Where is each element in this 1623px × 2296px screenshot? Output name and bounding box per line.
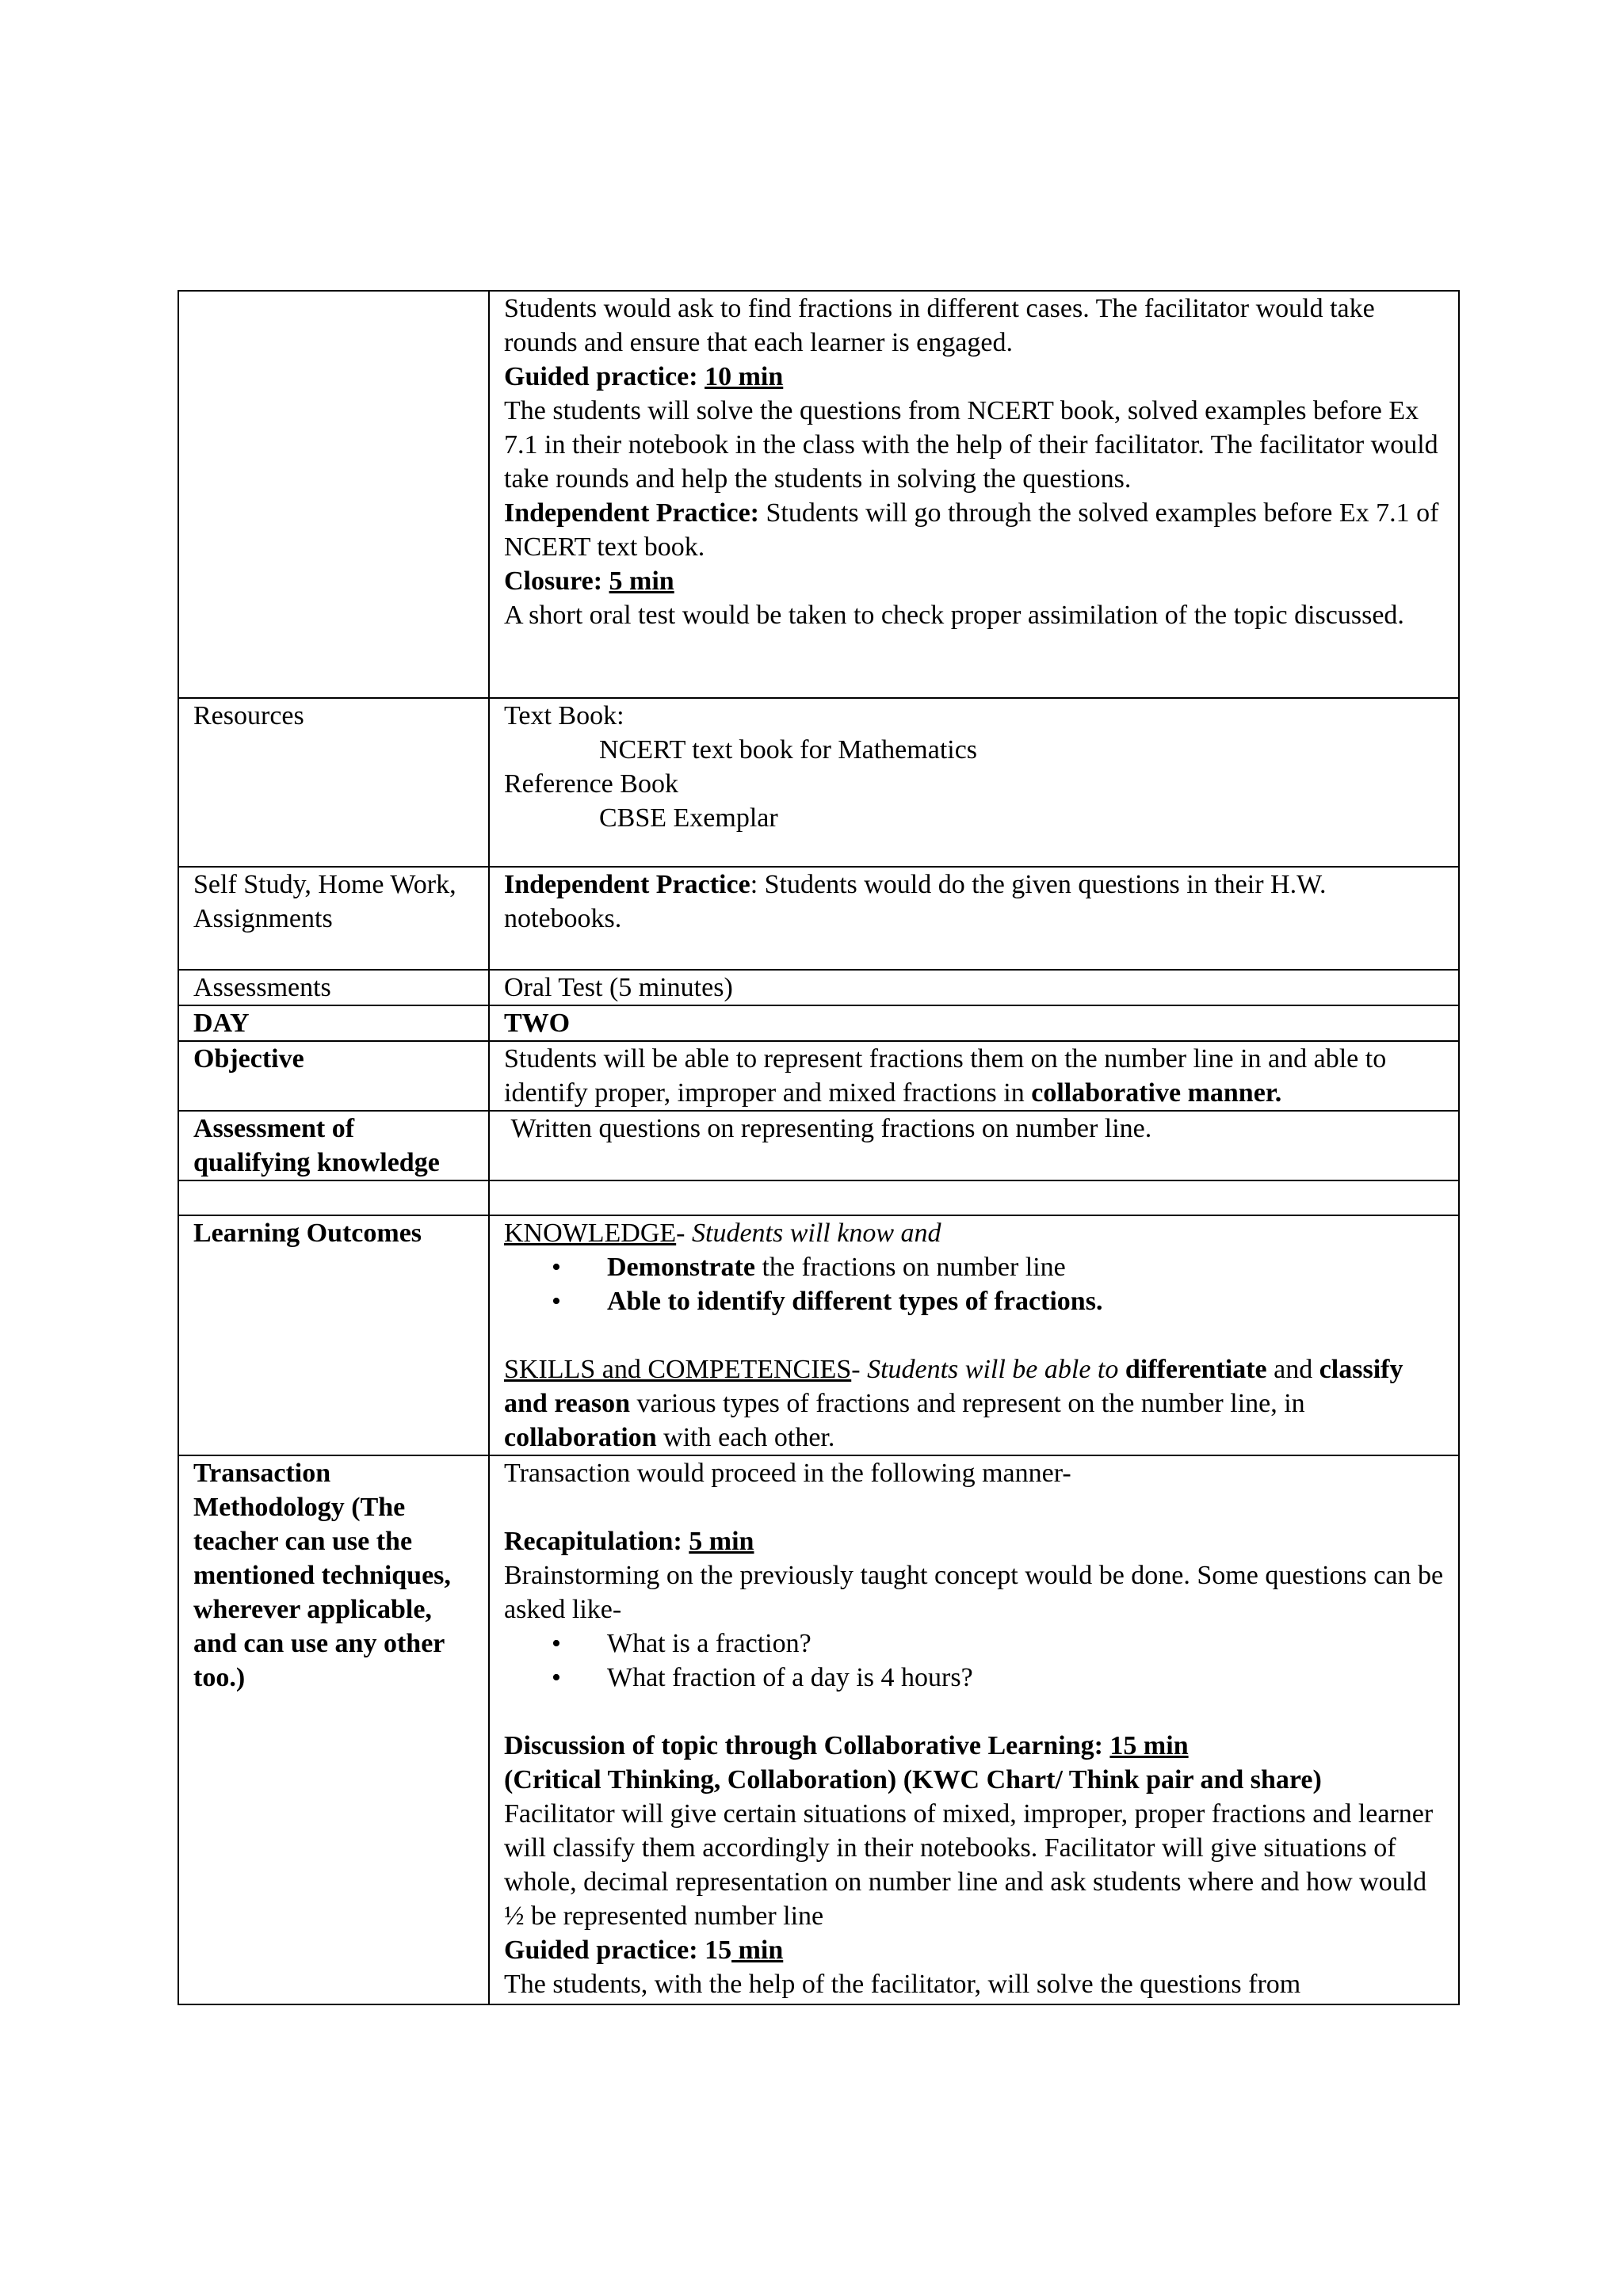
guided-time: 10 min	[705, 362, 784, 391]
skills-b1: differentiate	[1125, 1355, 1267, 1384]
discussion-sub: (Critical Thinking, Collaboration) (KWC Chart/ Think pair and share)	[504, 1765, 1322, 1794]
skills-t1: and	[1266, 1355, 1319, 1384]
knowledge-italic: Students will know and	[692, 1219, 941, 1248]
intro-text: Students would ask to find fractions in different cases. The facilitator would take rounds and ensure that each learner is engaged.	[504, 294, 1375, 357]
list-item	[504, 1661, 1445, 1695]
transaction-intro: Transaction would proceed in the following manner-	[504, 1459, 1071, 1488]
table-row	[178, 291, 1459, 698]
bullet-icon: •	[552, 1253, 561, 1282]
table-row	[178, 698, 1459, 867]
empty-cell	[178, 1180, 489, 1215]
table-row	[178, 1180, 1459, 1215]
outcomes-content	[489, 1215, 1459, 1455]
objective-bold: collaborative manner.	[1031, 1078, 1282, 1108]
discussion-time: 15 min	[1109, 1731, 1189, 1760]
bullet-icon: •	[552, 1663, 561, 1692]
transaction-label: Transaction Methodology (The teacher can use the mentioned techniques, wherever applicable, and can use any other too.)	[178, 1455, 489, 2004]
bullet-icon: •	[552, 1629, 561, 1658]
table-row	[178, 1215, 1459, 1455]
recap-text: Brainstorming on the previously taught concept would be done. Some questions can be asked like-	[504, 1561, 1444, 1624]
skills-italic: Students will be able to	[867, 1355, 1125, 1384]
empty-cell	[489, 1180, 1459, 1215]
outcomes-label: Learning Outcomes	[178, 1215, 489, 1455]
guided2-time: min	[731, 1936, 784, 1965]
closure-label: Closure:	[504, 566, 609, 596]
guided-label: Guided practice:	[504, 362, 705, 391]
bullet-icon: •	[552, 1287, 561, 1316]
list-item	[504, 1250, 1445, 1284]
bullet1-bold: Demonstrate	[607, 1253, 755, 1282]
question-1: What is a fraction?	[607, 1629, 812, 1658]
objective-label: Objective	[178, 1041, 489, 1111]
selfstudy-text: : Students would do the given questions in their H.W. notebooks.	[504, 870, 1327, 933]
skills-b3: collaboration	[504, 1423, 657, 1452]
question-2: What fraction of a day is 4 hours?	[607, 1663, 973, 1692]
assessments-value: Oral Test (5 minutes)	[489, 970, 1459, 1005]
reference-label: Reference Book	[504, 769, 678, 799]
list-item	[504, 1627, 1445, 1661]
knowledge-list	[504, 1250, 1445, 1318]
resources-content	[489, 698, 1459, 867]
row-label-empty	[178, 291, 489, 698]
selfstudy-label: Self Study, Home Work, Assignments	[178, 867, 489, 970]
resources-label: Resources	[178, 698, 489, 867]
lesson-plan-table	[178, 290, 1460, 2005]
textbook-value: NCERT text book for Mathematics	[599, 735, 978, 765]
skills-paragraph	[504, 1352, 1445, 1455]
guided-text: The students will solve the questions from NCERT book, solved examples before Ex 7.1 in their notebook in the class with the help of their facilitator. The facilitator would take rounds and help the students in solving the questions.	[504, 396, 1438, 494]
guided2-label: Guided practice: 15	[504, 1936, 732, 1965]
table-row	[178, 867, 1459, 970]
list-item	[504, 1284, 1445, 1318]
skills-t2: various types of fractions and represent on the number line, in	[630, 1389, 1305, 1418]
knowledge-label: KNOWLEDGE	[504, 1219, 677, 1248]
textbook-label: Text Book:	[504, 701, 624, 730]
day-value: TWO	[489, 1005, 1459, 1041]
assessments-label: Assessments	[178, 970, 489, 1005]
table-row	[178, 1455, 1459, 2004]
knowledge-dash: -	[676, 1219, 692, 1248]
skills-dash: -	[851, 1355, 868, 1384]
discussion-text: Facilitator will give certain situations of mixed, improper, proper fractions and learner will classify them accordingly in their notebooks. Facilitator will give situations of whole, decimal representation on number line and ask students where and how would ½ be represented number line	[504, 1799, 1434, 1931]
selfstudy-content	[489, 867, 1459, 970]
table-row	[178, 1041, 1459, 1111]
recap-time: 5 min	[689, 1527, 754, 1556]
independent-label: Independent Practice:	[504, 498, 760, 528]
transaction-content	[489, 1455, 1459, 2004]
skills-t3: with each other.	[656, 1423, 835, 1452]
table-row	[178, 1005, 1459, 1041]
reference-value: CBSE Exemplar	[599, 803, 778, 833]
independent-text: Students will go through the solved examples before Ex 7.1 of NCERT text book.	[504, 498, 1439, 562]
discussion-label: Discussion of topic through Collaborative Learning:	[504, 1731, 1110, 1760]
recap-label: Recapitulation:	[504, 1527, 689, 1556]
row-content-practice	[489, 291, 1459, 698]
skills-b2: classify and reason	[504, 1355, 1403, 1418]
selfstudy-bold: Independent Practice	[504, 870, 750, 899]
skills-label: SKILLS and COMPETENCIES	[504, 1355, 852, 1384]
day-label: DAY	[178, 1005, 489, 1041]
question-list	[504, 1627, 1445, 1695]
bullet1-text: the fractions on number line	[754, 1253, 1066, 1282]
guided2-text: The students, with the help of the facilitator, will solve the questions from	[504, 1970, 1301, 1999]
bullet2-bold: Able to identify different types of fractions.	[607, 1287, 1103, 1316]
objective-content	[489, 1041, 1459, 1111]
table-row	[178, 1111, 1459, 1180]
closure-time: 5 min	[609, 566, 674, 596]
table-row	[178, 970, 1459, 1005]
assessment-qk-label: Assessment of qualifying knowledge	[178, 1111, 489, 1180]
assessment-qk-value: Written questions on representing fractions on number line.	[489, 1111, 1459, 1180]
objective-text: Students will be able to represent fractions them on the number line in and able to identify proper, improper and mixed fractions in	[504, 1044, 1387, 1108]
closure-text: A short oral test would be taken to check proper assimilation of the topic discussed.	[504, 601, 1404, 630]
